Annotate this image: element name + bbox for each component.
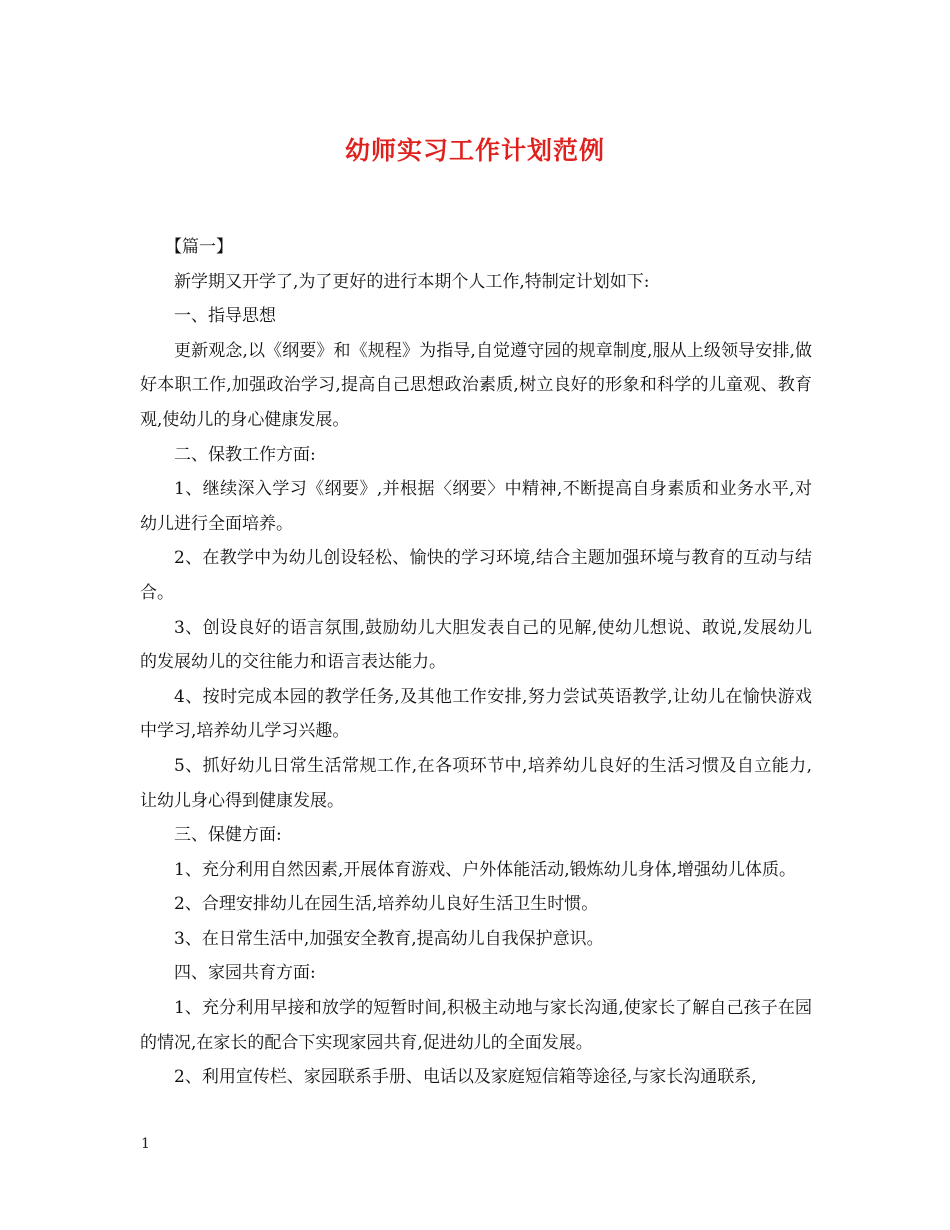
document-title: 幼师实习工作计划范例 xyxy=(344,136,605,165)
list-item: 3、在日常生活中,加强安全教育,提高幼儿自我保护意识。 xyxy=(174,928,604,949)
page-number: 1 xyxy=(141,1136,150,1152)
list-item: 1、充分利用自然因素,开展体育游戏、户外体能活动,锻炼幼儿身体,增强幼儿体质。 xyxy=(174,859,797,880)
section-heading: 一、指导思想 xyxy=(174,306,276,327)
list-item: 5、抓好幼儿日常生活常规工作,在各项环节中,培养幼儿良好的生活习惯及自立能力,让幼儿身心得到健康发展。 xyxy=(140,755,812,811)
intro-paragraph: 新学期又开学了,为了更好的进行本期个人工作,特制定计划如下: xyxy=(174,271,650,292)
section-marker: 【篇一】 xyxy=(165,237,233,257)
list-item: 3、创设良好的语言氛围,鼓励幼儿大胆发表自己的见解,使幼儿想说、敢说,发展幼儿的发展幼儿的交往能力和语言表达能力。 xyxy=(140,617,812,673)
section-heading: 三、保健方面: xyxy=(174,825,282,846)
document-body xyxy=(140,230,812,1095)
section-heading: 二、保教工作方面: xyxy=(174,444,316,465)
list-item: 2、在教学中为幼儿创设轻松、愉快的学习环境,结合主题加强环境与教育的互动与结合。 xyxy=(140,548,812,603)
list-item: 1、继续深入学习《纲要》,并根据〈纲要〉中精神,不断提高自身素质和业务水平,对幼儿进行全面培养。 xyxy=(140,479,812,534)
paragraph: 更新观念,以《纲要》和《规程》为指导,自觉遵守园的规章制度,服从上级领导安排,做好本职工作,加强政治学习,提高自己思想政治素质,树立良好的形象和科学的儿童观、教育观,使幼儿的身心健康发展。 xyxy=(140,340,812,430)
list-item: 2、利用宣传栏、家园联系手册、电话以及家庭短信箱等途径,与家长沟通联系, xyxy=(174,1067,757,1088)
section-heading: 四、家园共育方面: xyxy=(174,963,316,984)
list-item: 4、按时完成本园的教学任务,及其他工作安排,努力尝试英语教学,让幼儿在愉快游戏中学习,培养幼儿学习兴趣。 xyxy=(140,686,812,742)
list-item: 2、合理安排幼儿在园生活,培养幼儿良好生活卫生时惯。 xyxy=(174,894,599,915)
list-item: 1、充分利用早接和放学的短暂时间,积极主动地与家长沟通,使家长了解自己孩子在园的情况,在家长的配合下实现家园共育,促进幼儿的全面发展。 xyxy=(140,998,812,1053)
